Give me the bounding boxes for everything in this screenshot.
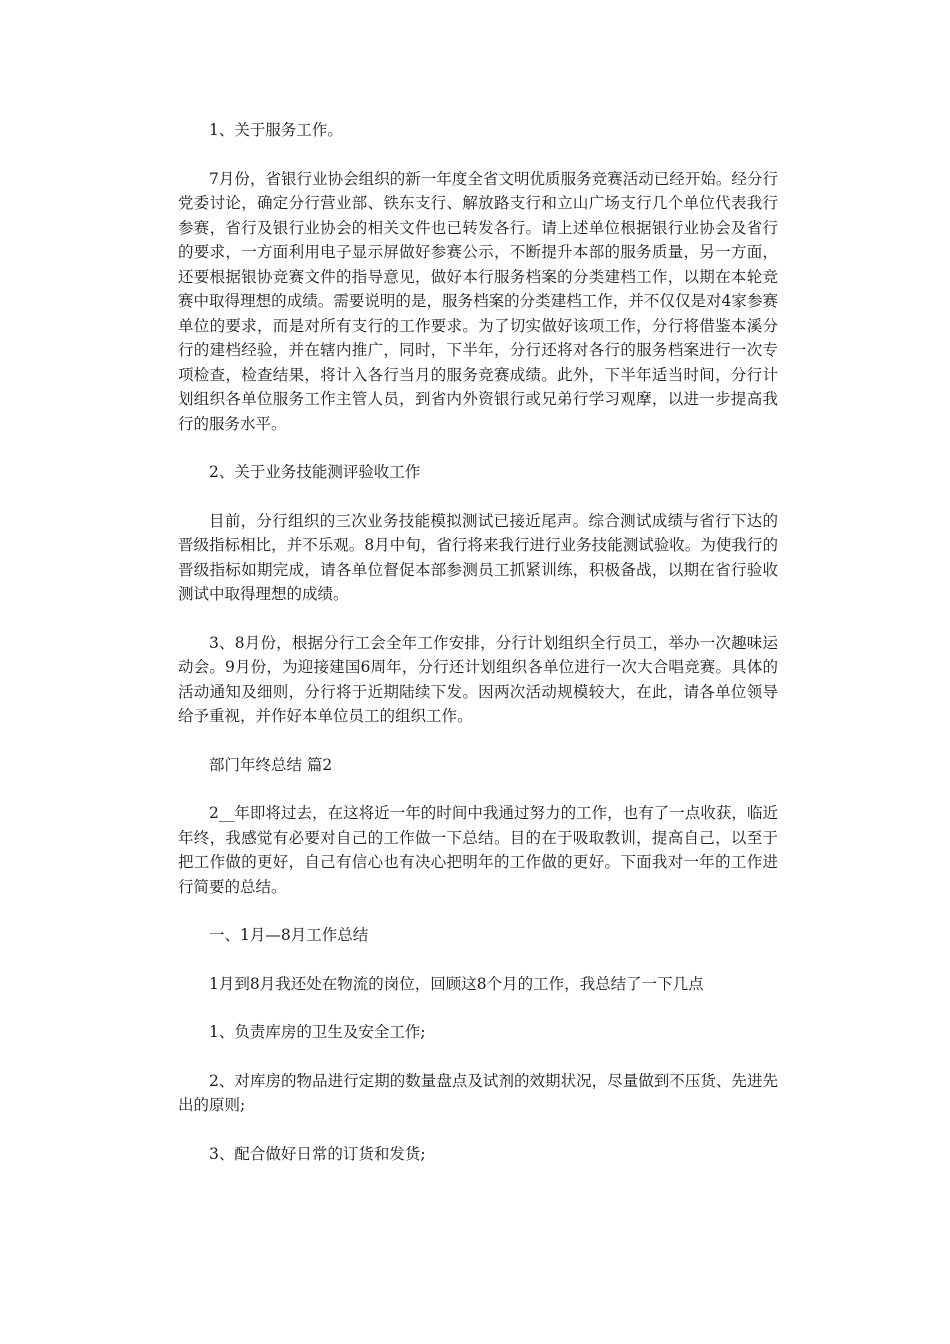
- paragraph-union-activities: 3、8月份，根据分行工会全年工作安排，分行计划组织全行员工，举办一次趣味运动会。9月份，为迎接建国6周年，分行还计划组织各单位进行一次大合唱竞赛。具体的活动通知及细则，分行将于近期陆续下发。因两次活动规模较大，在此，请各单位领导给予重视，并作好本单位员工的组织工作。: [178, 633, 778, 725]
- document-page: [178, 118, 778, 1190]
- section-heading-service: 1、关于服务工作。: [209, 121, 343, 139]
- list-item-inventory-check: 2、对库房的物品进行定期的数量盘点及试剂的效期状况，尽量做到不压货、先进先出的原则;: [178, 1071, 778, 1114]
- list-item-ordering: 3、配合做好日常的订货和发货;: [209, 1144, 426, 1163]
- list-item-warehouse-safety: 1、负责库房的卫生及安全工作;: [209, 1023, 426, 1041]
- paragraph-logistics-review: 1月到8月我还处在物流的岗位，回顾这8个月的工作，我总结了一下几点: [209, 974, 704, 993]
- section-heading-skills: 2、关于业务技能测评验收工作: [209, 463, 421, 481]
- paragraph-skills-test: 目前，分行组织的三次业务技能模拟测试已接近尾声。综合测试成绩与省行下达的晋级指标相比，并不乐观。8月中旬，省行将来我行进行业务技能测试验收。为使我行的晋级指标如期完成，请各单位督促本部参测员工抓紧训练，积极备战，以期在省行验收测试中取得理想的成绩。: [178, 511, 778, 603]
- paragraph-year-intro: 2__年即将过去，在这将近一年的时间中我通过努力的工作，也有了一点收获，临近年终，我感觉有必要对自己的工作做一下总结。目的在于吸取教训，提高自己，以至于把工作做的更好，自己有信心也有决心把明年的工作做的更好。下面我对一年的工作进行简要的总结。: [178, 804, 778, 896]
- article-title-part2: 部门年终总结 篇2: [209, 755, 333, 774]
- paragraph-service-competition: 7月份，省银行业协会组织的新一年度全省文明优质服务竞赛活动已经开始。经分行党委讨论，确定分行营业部、铁东支行、解放路支行和立山广场支行几个单位代表我行参赛，省行及银行业协会的相关文件也已转发各行。请上述单位根据银行业协会及省行的要求，一方面利用电子显示屏做好参赛公示，不断提升本部的服务质量，另一方面，还要根据银协竞赛文件的指导意见，做好本行服务档案的分类建档工作，以期在本轮竞赛中取得理想的成绩。需要说明的是，服务档案的分类建档工作，并不仅仅是对4家参赛单位的要求，而是对所有支行的工作要求。为了切实做好该项工作，分行将借鉴本溪分行的建档经验，并在辖内推广，同时，下半年，分行还将对各行的服务档案进行一次专项检查，检查结果，将计入各行当月的服务竞赛成绩。此外，下半年适当时间，分行计划组织各单位服务工作主管人员，到省内外资银行或兄弟行学习观摩，以进一步提高我行的服务水平。: [178, 169, 778, 433]
- section-heading-jan-aug: 一、1月—8月工作总结: [209, 926, 369, 944]
